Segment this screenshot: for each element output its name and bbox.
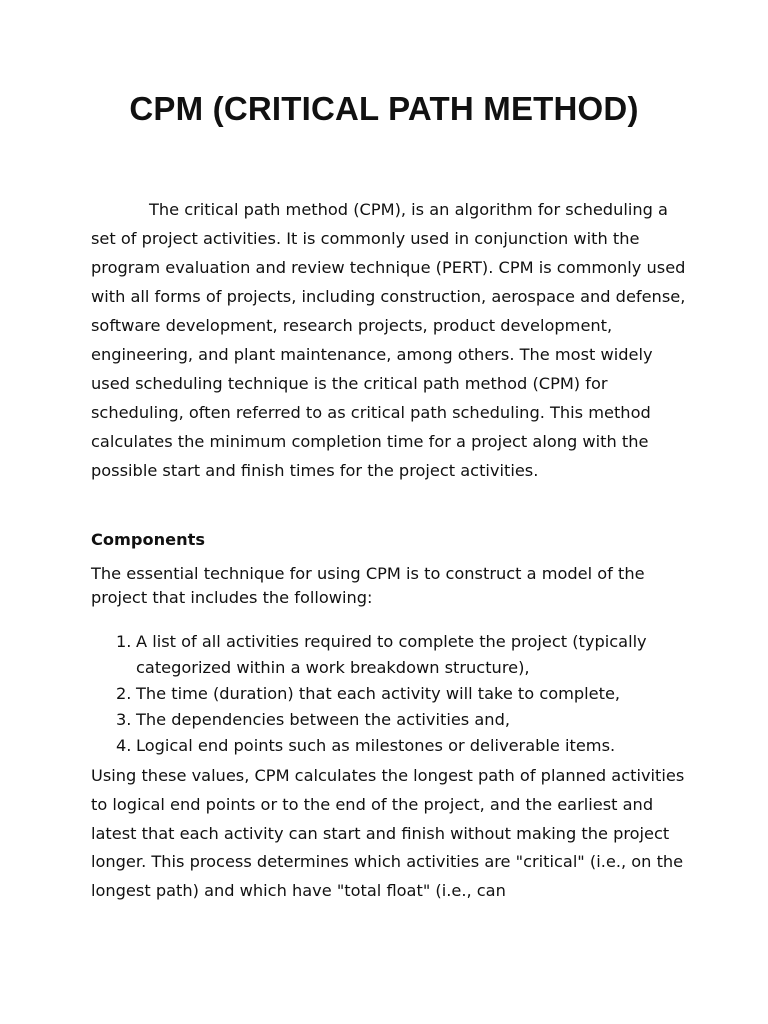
list-item-text: A list of all activities required to complete the project (typically categorized within a work breakdown structure), xyxy=(136,632,647,677)
list-item xyxy=(91,733,691,759)
list-item-number: 3. xyxy=(116,710,132,729)
list-item-text: Logical end points such as milestones or deliverable items. xyxy=(136,736,616,755)
list-item-number: 2. xyxy=(116,684,132,703)
list-item xyxy=(91,681,691,707)
list-item-text: The time (duration) that each activity will take to complete, xyxy=(136,684,621,703)
intro-paragraph: The critical path method (CPM), is an algorithm for scheduling a set of project activities. It is commonly used in conjunction with the program evaluation and review technique (PERT). CPM is commonly used with all forms of projects, including construction, aerospace and defense, software development, research projects, product development, engineering, and plant maintenance, among others. The most widely used scheduling technique is the critical path method (CPM) for scheduling, often referred to as critical path scheduling. This method calculates the minimum completion time for a project along with the possible start and finish times for the project activities. xyxy=(91,200,686,480)
list-item-number: 1. xyxy=(116,632,132,651)
components-heading: Components xyxy=(91,530,205,549)
components-list xyxy=(91,629,691,759)
list-item xyxy=(91,707,691,733)
list-item xyxy=(91,629,691,681)
components-lead-paragraph: The essential technique for using CPM is to construct a model of the project that includes the following: xyxy=(91,564,645,607)
page-title: CPM (CRITICAL PATH METHOD) xyxy=(129,90,639,127)
outro-paragraph: Using these values, CPM calculates the longest path of planned activities to logical end points or to the end of the project, and the earliest and latest that each activity can start and finish without making the project longer. This process determines which activities are "critical" (i.e., on the longest path) and which have "total float" (i.e., can xyxy=(91,766,685,901)
list-item-text: The dependencies between the activities and, xyxy=(136,710,510,729)
list-item-number: 4. xyxy=(116,736,132,755)
